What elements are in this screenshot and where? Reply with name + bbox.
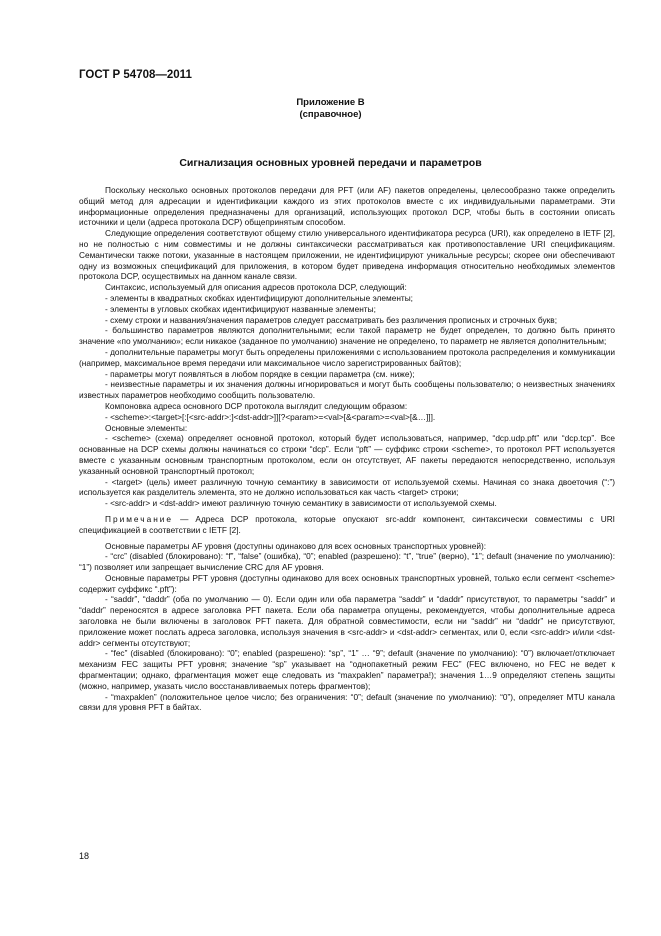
list-item: - элементы в квадратных скобках идентифицируют дополнительные элементы;: [105, 292, 413, 303]
list-item: - “fec” (disabled (блокировано): “0”; enabled (разрешено): “sp”, “1” … “9”; default (значение по умолчанию): “0”) включает/отключает механизм FEC защиты PFT уровня; значение “sp” указывает на “однопакетный режим FEC” (FEC включено, но FEC не ведет к фрагментации; однако, фрагментация может еще следовать из “maxpaklen” параметра!); значения 1…9 определяют степень защиты (можно, например, указать число восстанавливаемых потерь фрагментов);: [79, 648, 615, 691]
note-label: Примечание: [105, 513, 174, 524]
list-item: - элементы в угловых скобках идентифицируют названные элементы;: [105, 303, 376, 314]
paragraph: Основные параметры AF уровня (доступны одинаково для всех основных транспортных уровней):: [105, 540, 487, 551]
list-item: - “maxpaklen” (положительное целое число; без ограничения: “0”; default (значение по умолчанию): “0”), определяет MTU канала связи для уровня PFT в байтах.: [79, 691, 615, 713]
paragraph: Компоновка адреса основного DCP протокола выглядит следующим образом:: [105, 400, 408, 411]
list-item: - “saddr”, “daddr” (оба по умолчанию — 0). Если один или оба параметра “saddr” и “daddr” присутствуют, то параметры “saddr” и “daddr” переносятся в адресе заголовка PFT пакета. Если оба параметра опущены, рекомендуется, чтобы дополнительные адреса заголовка не были включены в заголовок PFT пакета. Для обратной совместимости, если ни “saddr” ни “daddr” не присутствуют, приложение может послать адреса заголовка, используя значения в <src-addr> и <dst-addr> сегментах, или 0, если <src-addr> и/или <dst-addr> сегменты отсутствуют;: [79, 594, 615, 648]
list-item: - неизвестные параметры и их значения должны игнорироваться и могут быть сообщены пользователю; о неизвестных значениях известных параметров необходимо сообщить пользователю.: [79, 379, 615, 401]
list-item: - параметры могут появляться в любом порядке в секции параметра (см. ниже);: [105, 368, 415, 379]
page-number: 18: [79, 851, 90, 861]
paragraph: Поскольку несколько основных протоколов передачи для PFT (или AF) пакетов определены, целесообразно также определить общий метод для адресации и идентификации каждого из этих протоколов вместе с их индивидуальными параметрами. Эти информационные определения предназначены для организаций, использующих протокол DCP, чтобы быть в состоянии описать источники и цели (адреса протокола DCP) общепринятым способом.: [79, 185, 615, 228]
standard-number: ГОСТ Р 54708—2011: [79, 69, 192, 81]
note-text: — Адреса DCP протокола, которые опускают src-addr компонент, синтаксически совместимы с URI спецификацией в соответствии с IETF [2].: [79, 513, 615, 535]
list-item: - <src-addr> и <dst-addr> имеют различную точную семантику в зависимости от используемой схемы.: [105, 498, 497, 509]
list-item: - дополнительные параметры могут быть определены приложениями с использованием протокола распределения и коммуникации (например, максимальное время передачи или максимальное число зарегистрированных байтов);: [79, 346, 615, 368]
address-syntax: - <scheme>:<target>[:[<src-addr>:]<dst-addr>]][?<param>=<val>[&<param>=<val>[&…]]].: [105, 411, 436, 422]
paragraph: Основные элементы:: [105, 422, 188, 433]
section-title: Сигнализация основных уровней передачи и параметров: [179, 157, 482, 169]
list-item: - <target> (цель) имеет различную точную семантику в зависимости от используемой схемы. Начиная со знака двоеточия (“:”) используется как разделитель элемента, это не должно использоваться как часть <target> строки;: [79, 476, 615, 498]
list-item: - большинство параметров являются дополнительными; если такой параметр не будет определен, то должно быть принято значение «по умолчанию»; если никакое (заданное по умолчанию) значение не определено, то параметр не является дополнительным;: [79, 325, 615, 347]
list-item: - “crc” (disabled (блокировано): “f”, “false” (ошибка), “0”; enabled (разрешено): “t”, “true” (верно), “1”; default (значение по умолчанию): “1”) позволяет или запрещает вычисление CRC для AF уровня.: [79, 551, 615, 573]
appendix-label: Приложение В: [296, 97, 365, 108]
paragraph: Основные параметры PFT уровня (доступны одинаково для всех основных транспортных уровней, только если сегмент <scheme> содержит суффикс “.pft”):: [79, 572, 615, 594]
note: [79, 514, 615, 536]
list-item: - схему строки и названия/значения параметров следует рассматривать без различения прописных и строчных букв;: [105, 314, 557, 325]
paragraph: Синтаксис, используемый для описания адресов протокола DCP, следующий:: [105, 282, 407, 293]
appendix-type: (справочное): [299, 109, 362, 120]
body-text: [79, 185, 615, 713]
list-item: - <scheme> (схема) определяет основной протокол, который будет использоваться, например, “dcp.udp.pft” или “dcp.tcp”. Все основанные на DCP схемы должны начинаться со строки “dcp”. Если “pft” — суффикс строки <scheme>, то протокол PFT используется вместе с указанным основным транспортным протоколом, если он отсутствует, AF пакеты передаются непосредственно, используя указанный основной транспортный протокол;: [79, 433, 615, 476]
paragraph: Следующие определения соответствуют общему стилю универсального идентификатора ресурса (URI), как определено в IETF [2], но не полностью с ним совместимы и не должны синтаксически рассматриваться как противопоставление URI спецификациям. Семантически также потоки, указанные в настоящем приложении, не идентифицируют уникальные ресурсы; скорее они обеспечивают одну из возможных спецификаций для приложения, в котором будет приведена информация относительно необходимых элементов протокола DCP, осуществимых на данном канале связи.: [79, 228, 615, 282]
